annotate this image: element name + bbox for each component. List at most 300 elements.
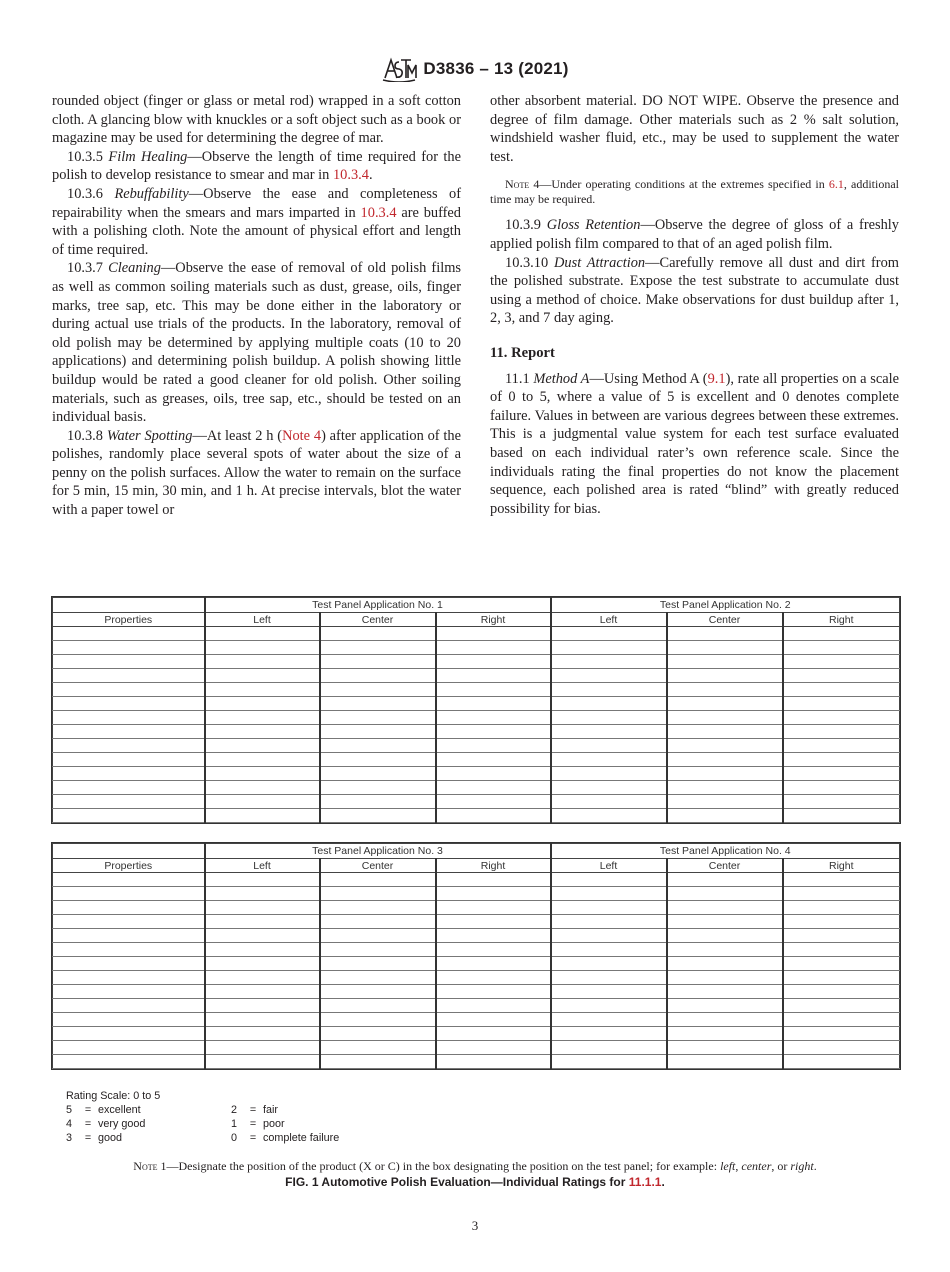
figure-caption: [0, 1175, 950, 1189]
rating-cell[interactable]: [205, 943, 320, 957]
rating-cell[interactable]: [205, 781, 320, 795]
cross-ref-link[interactable]: 6.1: [828, 177, 844, 192]
rating-cell[interactable]: [783, 985, 900, 999]
rating-cell[interactable]: [667, 985, 783, 999]
rating-cell[interactable]: [53, 753, 205, 767]
rating-cell[interactable]: [320, 725, 436, 739]
rating-cell[interactable]: [551, 1027, 667, 1041]
table-row: [53, 943, 900, 957]
rating-cell[interactable]: [320, 739, 436, 753]
paragraph-10-3-7: [52, 259, 461, 426]
rating-cell[interactable]: [53, 669, 205, 683]
column-header-properties: Properties: [53, 613, 205, 627]
example-center: center: [741, 1159, 772, 1173]
equals-sign: =: [249, 1132, 257, 1144]
rating-cell[interactable]: [667, 1013, 783, 1027]
rating-cell[interactable]: [53, 887, 205, 901]
rating-cell[interactable]: [320, 985, 436, 999]
rating-cell[interactable]: [53, 1055, 205, 1069]
rating-cell[interactable]: [320, 943, 436, 957]
rating-cell[interactable]: [551, 753, 667, 767]
rating-label: very good: [98, 1118, 146, 1130]
rating-cell[interactable]: [783, 929, 900, 943]
paragraph-text: —Observe the ease and completeness of repairability when the smears and mars imparted in: [52, 185, 461, 221]
rating-cell[interactable]: [783, 795, 900, 809]
rating-cell[interactable]: [667, 1041, 783, 1055]
rating-cell[interactable]: [551, 901, 667, 915]
column-header-center: Center: [320, 859, 436, 873]
rating-cell[interactable]: [320, 767, 436, 781]
rating-cell[interactable]: [205, 901, 320, 915]
section-title: Film Healing: [108, 148, 188, 165]
rating-cell[interactable]: [320, 1013, 436, 1027]
rating-cell[interactable]: [436, 683, 551, 697]
rating-cell[interactable]: [53, 795, 205, 809]
rating-cell[interactable]: [551, 795, 667, 809]
rating-cell[interactable]: [551, 999, 667, 1013]
rating-cell[interactable]: [320, 1027, 436, 1041]
table-row: [53, 753, 900, 767]
rating-cell[interactable]: [205, 627, 320, 641]
rating-cell[interactable]: [53, 739, 205, 753]
rating-label: excellent: [98, 1104, 141, 1116]
rating-cell[interactable]: [783, 873, 900, 887]
rating-label: complete failure: [263, 1132, 340, 1144]
rating-cell[interactable]: [320, 809, 436, 823]
rating-cell[interactable]: [783, 781, 900, 795]
rating-cell[interactable]: [551, 697, 667, 711]
rating-cell[interactable]: [436, 795, 551, 809]
rating-cell[interactable]: [320, 929, 436, 943]
column-header-center: Center: [667, 859, 783, 873]
rating-cell[interactable]: [667, 725, 783, 739]
rating-cell[interactable]: [551, 781, 667, 795]
rating-cell[interactable]: [551, 669, 667, 683]
rating-cell[interactable]: [436, 697, 551, 711]
rating-cell[interactable]: [53, 873, 205, 887]
rating-cell[interactable]: [783, 971, 900, 985]
note-label: Note 4: [505, 177, 540, 192]
rating-cell[interactable]: [667, 697, 783, 711]
rating-cell[interactable]: [320, 887, 436, 901]
paragraph-10-3-10: [490, 254, 899, 328]
rating-cell[interactable]: [320, 683, 436, 697]
table-row: [53, 627, 900, 641]
rating-cell[interactable]: [320, 655, 436, 669]
rating-cell[interactable]: [436, 901, 551, 915]
rating-cell[interactable]: [205, 957, 320, 971]
paragraph-text: ), rate all properties on a scale of 0 to 5, where a value of 5 is excellent and 0 denotes complete failure. Values in between are various degrees between these extremes. This is a judgmental value system for each test surface evaluated based on each individual rater’s own reference scale. Since the individuals rating the final properties do not know the placement sequence, each polished area is rated “blind” with greatly reduced possibility for bias.: [490, 370, 899, 517]
rating-cell[interactable]: [667, 915, 783, 929]
column-header-left: Left: [551, 859, 667, 873]
rating-cell[interactable]: [551, 711, 667, 725]
rating-cell[interactable]: [53, 1041, 205, 1055]
rating-value: 0: [231, 1132, 238, 1144]
paragraph-text: —Carefully remove all dust and dirt from the polished substrate. Expose the test substrate to accumulate dust using a method of choice. Make observations for dust buildup after 1, 2, 3, and 7 day aging.: [490, 254, 899, 327]
cross-ref-link[interactable]: 9.1: [707, 370, 726, 387]
paragraph-text: —Using Method A (: [589, 370, 708, 387]
rating-cell[interactable]: [53, 971, 205, 985]
rating-scale-item: [66, 1117, 231, 1131]
rating-cell[interactable]: [783, 1027, 900, 1041]
rating-cell[interactable]: [667, 767, 783, 781]
rating-cell[interactable]: [205, 915, 320, 929]
rating-cell[interactable]: [667, 1055, 783, 1069]
caption-text: .: [661, 1175, 665, 1189]
rating-cell[interactable]: [205, 1041, 320, 1055]
rating-cell[interactable]: [783, 943, 900, 957]
rating-cell[interactable]: [667, 887, 783, 901]
rating-cell[interactable]: [667, 739, 783, 753]
rating-cell[interactable]: [53, 943, 205, 957]
equals-sign: =: [84, 1104, 92, 1116]
rating-cell[interactable]: [205, 655, 320, 669]
rating-cell[interactable]: [667, 809, 783, 823]
rating-cell[interactable]: [667, 655, 783, 669]
column-header-center: Center: [320, 613, 436, 627]
rating-cell[interactable]: [667, 957, 783, 971]
paragraph-11-1: [490, 370, 899, 519]
paragraph-text: —Observe the length of time required for the polish to develop resistance to smear and mar in: [52, 148, 461, 184]
rating-cell[interactable]: [436, 971, 551, 985]
note-text: —Designate the position of the product (X or C) in the box designating the position on the test panel; for example:: [166, 1159, 721, 1173]
separator: .: [813, 1159, 817, 1173]
rating-cell[interactable]: [436, 627, 551, 641]
table-row: [53, 641, 900, 655]
table-row: [53, 1027, 900, 1041]
rating-cell[interactable]: [551, 767, 667, 781]
paragraph-text: are buffed with a polishing cloth. Note the amount of physical effort and length of time required.: [52, 204, 461, 258]
rating-scale-item: [66, 1131, 231, 1145]
rating-cell[interactable]: [551, 985, 667, 999]
rating-cell[interactable]: [667, 929, 783, 943]
column-header-left: Left: [205, 859, 320, 873]
rating-cell[interactable]: [667, 627, 783, 641]
rating-cell[interactable]: [551, 725, 667, 739]
rating-cell[interactable]: [320, 901, 436, 915]
rating-cell[interactable]: [320, 971, 436, 985]
rating-cell[interactable]: [205, 767, 320, 781]
rating-cell[interactable]: [667, 669, 783, 683]
rating-cell[interactable]: [436, 943, 551, 957]
cross-ref-link[interactable]: 11.1.1: [628, 1175, 662, 1189]
rating-value: 2: [231, 1104, 238, 1116]
rating-cell[interactable]: [436, 753, 551, 767]
rating-cell[interactable]: [436, 767, 551, 781]
rating-cell[interactable]: [667, 711, 783, 725]
rating-cell[interactable]: [205, 1013, 320, 1027]
rating-cell[interactable]: [53, 929, 205, 943]
rating-cell[interactable]: [551, 809, 667, 823]
paragraph-continued: rounded object (finger or glass or metal rod) wrapped in a soft cotton cloth. A glancing blow with knuckles or a soft object such as a book or magazine may be used for determining the degree of mar.: [52, 93, 461, 147]
rating-cell[interactable]: [783, 753, 900, 767]
rating-cell[interactable]: [53, 683, 205, 697]
rating-cell[interactable]: [436, 725, 551, 739]
table-row: [53, 739, 900, 753]
rating-cell[interactable]: [436, 655, 551, 669]
rating-cell[interactable]: [320, 627, 436, 641]
group-header: Test Panel Application No. 2: [551, 598, 900, 613]
rating-cell[interactable]: [436, 957, 551, 971]
rating-cell[interactable]: [205, 725, 320, 739]
rating-cell[interactable]: [667, 795, 783, 809]
rating-cell[interactable]: [320, 753, 436, 767]
rating-cell[interactable]: [783, 739, 900, 753]
rating-scale-grid: [66, 1103, 431, 1145]
rating-cell[interactable]: [320, 669, 436, 683]
rating-cell[interactable]: [53, 711, 205, 725]
cross-ref-link[interactable]: 10.3.4: [332, 167, 369, 184]
rating-cell[interactable]: [667, 753, 783, 767]
rating-cell[interactable]: [551, 1055, 667, 1069]
table-row: [53, 1041, 900, 1055]
equals-sign: =: [249, 1118, 257, 1130]
rating-cell[interactable]: [320, 1041, 436, 1055]
rating-cell[interactable]: [783, 669, 900, 683]
rating-cell[interactable]: [783, 1041, 900, 1055]
rating-cell[interactable]: [205, 739, 320, 753]
table-row: [53, 985, 900, 999]
note-4-link[interactable]: Note 4: [282, 427, 322, 444]
rating-cell[interactable]: [783, 627, 900, 641]
rating-cell[interactable]: [53, 1027, 205, 1041]
rating-cell[interactable]: [436, 809, 551, 823]
example-left: left: [720, 1159, 736, 1173]
section-title: Method A: [533, 370, 590, 387]
right-text-column: [490, 92, 899, 518]
rating-cell[interactable]: [53, 999, 205, 1013]
section-heading-report: 11. Report: [490, 344, 555, 361]
rating-scale-item: [231, 1117, 431, 1131]
paragraph-text: .: [368, 167, 373, 184]
rating-cell[interactable]: [551, 655, 667, 669]
rating-cell[interactable]: [205, 999, 320, 1013]
rating-cell[interactable]: [205, 641, 320, 655]
cross-ref-link[interactable]: 10.3.4: [360, 204, 397, 221]
table-row: [53, 999, 900, 1013]
rating-cell[interactable]: [436, 1013, 551, 1027]
rating-cell[interactable]: [53, 915, 205, 929]
rating-cell[interactable]: [436, 1027, 551, 1041]
rating-cell[interactable]: [436, 915, 551, 929]
paragraph-10-3-8: [52, 427, 461, 520]
rating-cell[interactable]: [667, 971, 783, 985]
rating-cell[interactable]: [783, 901, 900, 915]
rating-cell[interactable]: [436, 781, 551, 795]
rating-cell[interactable]: [783, 1055, 900, 1069]
rating-cell[interactable]: [205, 753, 320, 767]
table-row: [53, 809, 900, 823]
rating-cell[interactable]: [436, 1041, 551, 1055]
rating-cell[interactable]: [667, 683, 783, 697]
rating-cell[interactable]: [320, 957, 436, 971]
rating-cell[interactable]: [783, 641, 900, 655]
section-number: 10.3.7: [67, 260, 103, 277]
rating-cell[interactable]: [436, 887, 551, 901]
rating-cell[interactable]: [53, 725, 205, 739]
table-row: [53, 697, 900, 711]
rating-cell[interactable]: [783, 697, 900, 711]
rating-cell[interactable]: [436, 711, 551, 725]
rating-cell[interactable]: [783, 655, 900, 669]
document-id: D3836 – 13 (2021): [423, 59, 569, 78]
rating-cell[interactable]: [667, 873, 783, 887]
rating-cell[interactable]: [551, 641, 667, 655]
table-row: [53, 655, 900, 669]
rating-label: fair: [263, 1104, 278, 1116]
rating-cell[interactable]: [551, 887, 667, 901]
section-title: Gloss Retention: [546, 217, 641, 234]
table-row: [53, 725, 900, 739]
rating-cell[interactable]: [205, 929, 320, 943]
section-number: 10.3.5: [67, 148, 103, 165]
rating-cell[interactable]: [667, 943, 783, 957]
rating-cell[interactable]: [320, 641, 436, 655]
rating-cell[interactable]: [205, 697, 320, 711]
note-4: [490, 177, 899, 207]
left-text-column: [52, 92, 461, 520]
note-text: —Under operating conditions at the extremes specified in: [539, 177, 829, 192]
table-row: [53, 887, 900, 901]
rating-cell[interactable]: [783, 957, 900, 971]
rating-cell[interactable]: [551, 627, 667, 641]
rating-cell[interactable]: [205, 985, 320, 999]
rating-cell[interactable]: [436, 985, 551, 999]
rating-cell[interactable]: [53, 901, 205, 915]
rating-cell[interactable]: [205, 683, 320, 697]
rating-cell[interactable]: [205, 873, 320, 887]
rating-cell[interactable]: [320, 873, 436, 887]
rating-cell[interactable]: [320, 697, 436, 711]
rating-cell[interactable]: [783, 915, 900, 929]
section-number: 10.3.10: [505, 254, 549, 271]
rating-cell[interactable]: [667, 1027, 783, 1041]
column-header-left: Left: [551, 613, 667, 627]
rating-cell[interactable]: [205, 669, 320, 683]
rating-cell[interactable]: [436, 929, 551, 943]
rating-cell[interactable]: [320, 795, 436, 809]
rating-cell[interactable]: [551, 957, 667, 971]
rating-label: poor: [263, 1118, 285, 1130]
rating-cell[interactable]: [436, 739, 551, 753]
rating-cell[interactable]: [320, 781, 436, 795]
example-right: right: [790, 1159, 814, 1173]
section-title: Cleaning: [108, 260, 161, 277]
rating-cell[interactable]: [551, 683, 667, 697]
rating-cell[interactable]: [320, 915, 436, 929]
rating-scale-item: [66, 1103, 231, 1117]
rating-cell[interactable]: [53, 781, 205, 795]
rating-label: good: [98, 1132, 123, 1144]
rating-cell[interactable]: [783, 725, 900, 739]
rating-value: 5: [66, 1104, 73, 1116]
rating-cell[interactable]: [53, 641, 205, 655]
rating-cell[interactable]: [783, 887, 900, 901]
rating-cell[interactable]: [205, 795, 320, 809]
rating-cell[interactable]: [667, 999, 783, 1013]
rating-cell[interactable]: [783, 683, 900, 697]
rating-cell[interactable]: [551, 739, 667, 753]
rating-cell[interactable]: [436, 1055, 551, 1069]
column-header-center: Center: [667, 613, 783, 627]
rating-cell[interactable]: [783, 999, 900, 1013]
rating-cell[interactable]: [551, 1041, 667, 1055]
rating-cell[interactable]: [205, 1055, 320, 1069]
rating-cell[interactable]: [783, 809, 900, 823]
rating-cell[interactable]: [436, 999, 551, 1013]
group-header: Test Panel Application No. 4: [551, 844, 900, 859]
note-text: , additional time may be required.: [490, 177, 899, 207]
rating-cell[interactable]: [551, 929, 667, 943]
rating-cell[interactable]: [53, 809, 205, 823]
section-title: Rebuffability: [114, 185, 189, 202]
table-row: [53, 971, 900, 985]
rating-cell[interactable]: [53, 655, 205, 669]
rating-cell[interactable]: [53, 957, 205, 971]
rating-cell[interactable]: [667, 781, 783, 795]
rating-cell[interactable]: [320, 711, 436, 725]
table-row: [53, 683, 900, 697]
rating-cell[interactable]: [436, 873, 551, 887]
rating-cell[interactable]: [205, 809, 320, 823]
table-row: [53, 669, 900, 683]
rating-cell[interactable]: [205, 887, 320, 901]
rating-cell[interactable]: [205, 711, 320, 725]
rating-cell[interactable]: [667, 901, 783, 915]
equals-sign: =: [84, 1132, 92, 1144]
separator: ,: [735, 1159, 742, 1173]
table-row: [53, 901, 900, 915]
header-blank-cell: [53, 598, 205, 613]
paragraph-text: ) after application of the polishes, randomly place several spots of water about the size of a penny on the polish surfaces. Allow the water to remain on the surface for 5 min, 15 min, 30 min, and 1 h. At precise intervals, blot the water with a paper towel or: [52, 427, 461, 519]
rating-cell[interactable]: [783, 1013, 900, 1027]
column-header-properties: Properties: [53, 859, 205, 873]
section-number: 10.3.6: [67, 185, 103, 202]
rating-cell[interactable]: [783, 711, 900, 725]
rating-cell[interactable]: [551, 971, 667, 985]
rating-scale-legend: [66, 1089, 431, 1145]
rating-cell[interactable]: [53, 697, 205, 711]
rating-cell[interactable]: [551, 943, 667, 957]
separator: , or: [771, 1159, 791, 1173]
rating-cell[interactable]: [436, 641, 551, 655]
rating-cell[interactable]: [551, 915, 667, 929]
section-number: 10.3.8: [67, 427, 103, 444]
group-header: Test Panel Application No. 3: [205, 844, 551, 859]
rating-cell[interactable]: [551, 873, 667, 887]
rating-cell[interactable]: [551, 1013, 667, 1027]
rating-cell[interactable]: [667, 641, 783, 655]
rating-scale-item: [231, 1103, 431, 1117]
column-header-left: Left: [205, 613, 320, 627]
rating-cell[interactable]: [53, 985, 205, 999]
rating-cell[interactable]: [783, 767, 900, 781]
rating-cell[interactable]: [320, 999, 436, 1013]
rating-cell[interactable]: [436, 669, 551, 683]
section-number: 10.3.9: [505, 217, 541, 234]
rating-table-2: [52, 843, 900, 1069]
caption-text: FIG. 1 Automotive Polish Evaluation—Individual Ratings for: [285, 1175, 629, 1189]
note-label: Note 1: [133, 1159, 167, 1173]
rating-cell[interactable]: [53, 627, 205, 641]
rating-cell[interactable]: [205, 1027, 320, 1041]
rating-cell[interactable]: [53, 767, 205, 781]
rating-cell[interactable]: [320, 1055, 436, 1069]
table-row: [53, 929, 900, 943]
note-1: [0, 1159, 950, 1174]
rating-cell[interactable]: [205, 971, 320, 985]
rating-cell[interactable]: [53, 1013, 205, 1027]
